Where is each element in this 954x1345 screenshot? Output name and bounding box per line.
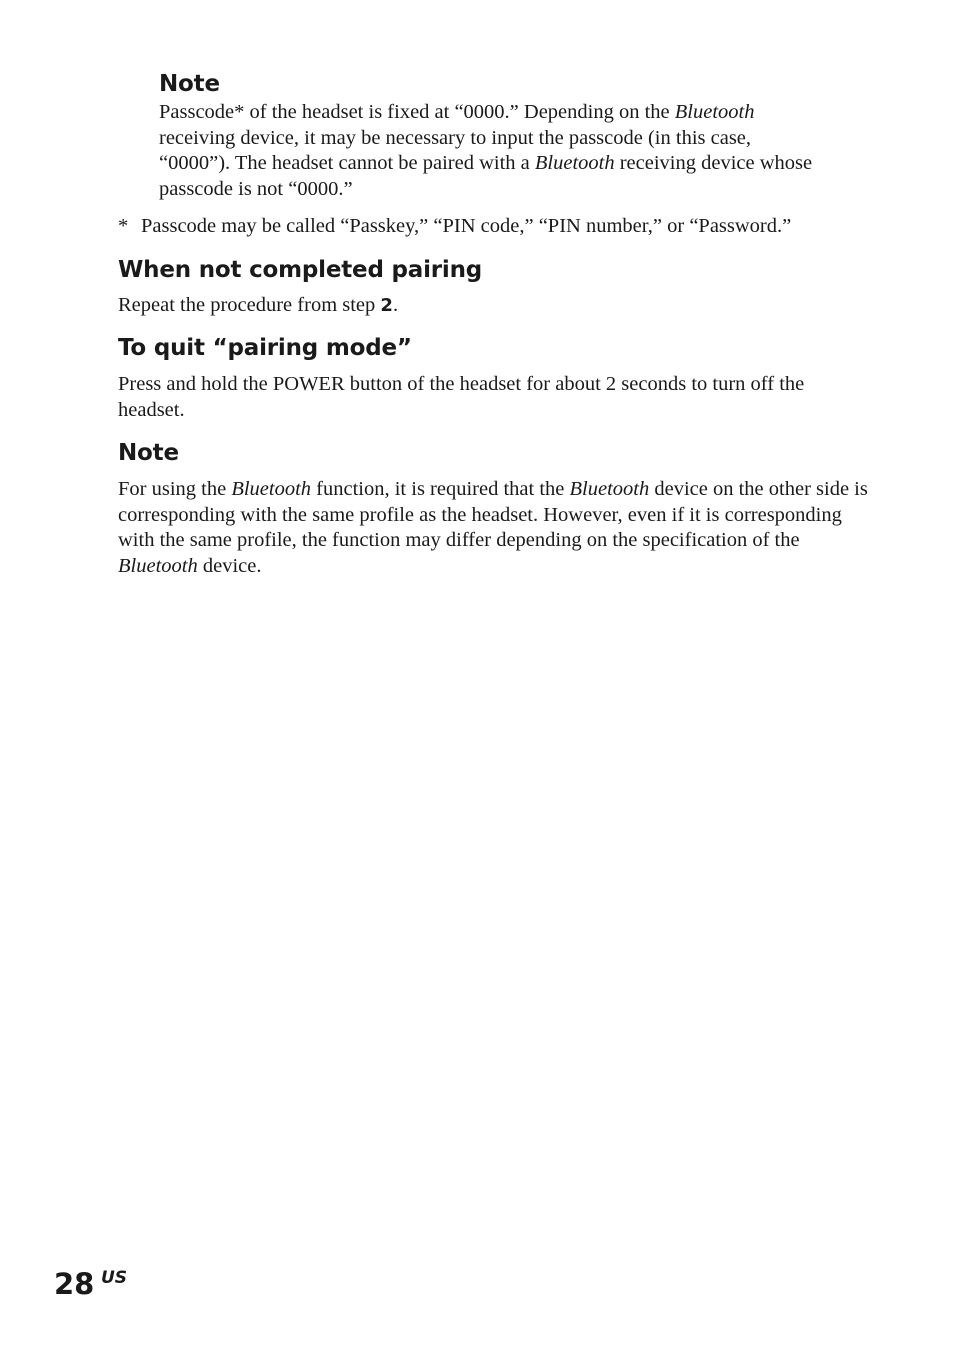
- bluetooth-term: Bluetooth: [118, 554, 198, 577]
- note-heading: Note: [159, 71, 220, 97]
- page-region: US: [101, 1268, 128, 1288]
- pairing-text: [118, 293, 398, 319]
- section-heading-quit: To quit “pairing mode”: [118, 335, 412, 361]
- section-heading-pairing: When not completed pairing: [118, 257, 483, 283]
- page-number: 28: [54, 1267, 95, 1301]
- note-heading: Note: [118, 440, 179, 466]
- note-bluetooth-text: [118, 477, 868, 579]
- pairing-text-segment: Repeat the procedure from step: [118, 294, 381, 316]
- footnote: [118, 214, 878, 240]
- note-text-segment: receiving device whose passcode is not “0000.”: [159, 152, 813, 200]
- bluetooth-term: Bluetooth: [534, 152, 615, 174]
- note-text-segment: device.: [197, 554, 262, 577]
- note-passcode-text: [159, 100, 819, 202]
- step-number: 2: [380, 295, 393, 316]
- bluetooth-term: Bluetooth: [674, 101, 755, 123]
- bluetooth-term: Bluetooth: [231, 478, 312, 500]
- bluetooth-term: Bluetooth: [569, 478, 650, 500]
- note-text-segment: function, it is required that the: [311, 478, 570, 500]
- note-text-segment: receiving device, it may be necessary to input the passcode (in this case, “0000”). The headset cannot be paired with a: [159, 126, 752, 174]
- note-text-segment: device on the other side is corresponding with the same profile as the headset. However, even if it is corresponding with the same profile, the function may differ depending on the specification of the: [118, 478, 868, 551]
- note-text-segment: For using the: [118, 478, 232, 500]
- quit-text: Press and hold the POWER button of the headset for about 2 seconds to turn off the headset.: [118, 373, 805, 421]
- footnote-text: Passcode may be called “Passkey,” “PIN code,” “PIN number,” or “Password.”: [141, 215, 792, 237]
- pairing-text-segment: .: [392, 294, 399, 316]
- footnote-marker: *: [118, 215, 129, 237]
- note-text-segment: Passcode* of the headset is fixed at “0000.” Depending on the: [159, 101, 675, 123]
